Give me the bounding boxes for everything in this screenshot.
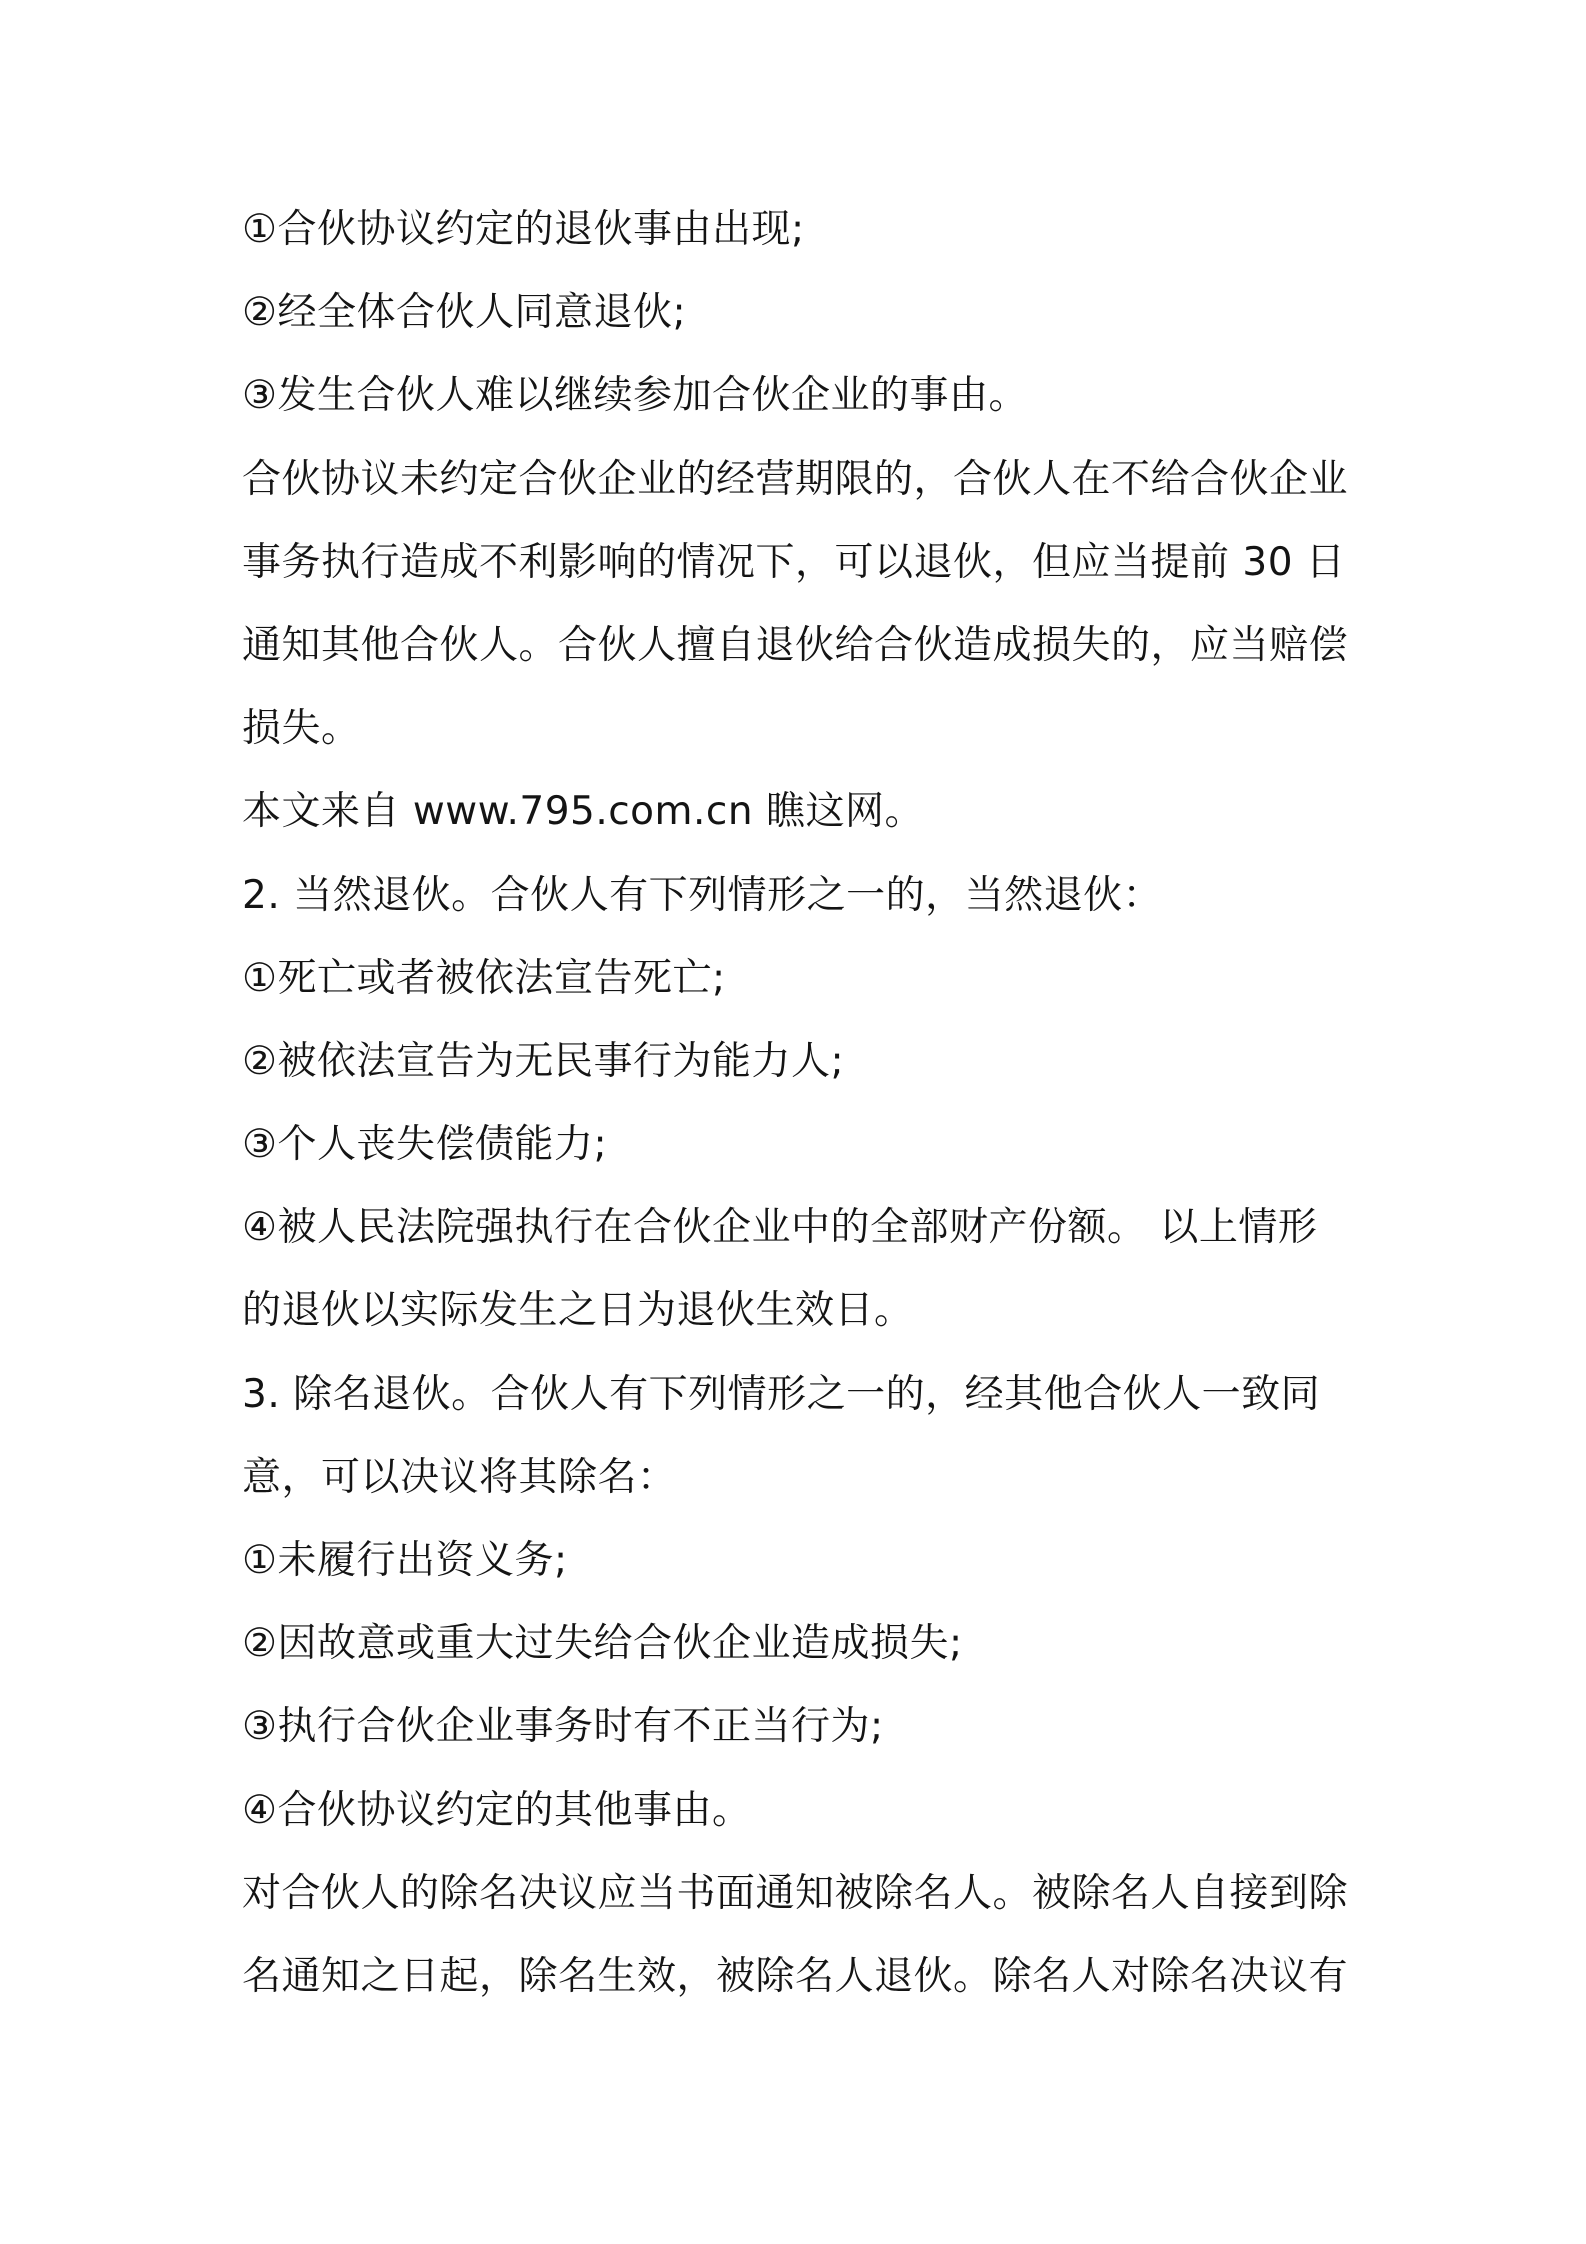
text-line-4: 合伙协议未约定合伙企业的经营期限的，合伙人在不给合伙企业 [242, 456, 1349, 502]
text-line-19: ③执行合伙企业事务时有不正当行为; [242, 1704, 884, 1750]
text-line-7: 损失。 [242, 706, 361, 752]
text-line-6: 通知其他合伙人。合伙人擅自退伙给合伙造成损失的，应当赔偿 [242, 622, 1349, 668]
text-line-10: ①死亡或者被依法宣告死亡; [242, 955, 726, 1001]
text-line-1: ①合伙协议约定的退伙事由出现; [242, 207, 805, 252]
text-line-5: 事务执行造成不利影响的情况下，可以退伙，但应当提前 30 日 [242, 539, 1346, 585]
text-line-11: ②被依法宣告为无民事行为能力人; [242, 1038, 845, 1084]
text-line-9: 2. 当然退伙。合伙人有下列情形之一的，当然退伙： [242, 872, 1163, 918]
text-line-3: ③发生合伙人难以继续参加合伙企业的事由。 [242, 373, 1028, 419]
document-body [242, 188, 1357, 2018]
text-line-16: 意，可以决议将其除名： [242, 1454, 677, 1500]
text-line-20: ④合伙协议约定的其他事由。 [242, 1787, 752, 1833]
text-line-8: 本文来自 www.795.com.cn 瞧这网。 [242, 789, 924, 835]
text-line-22: 名通知之日起，除名生效，被除名人退伙。除名人对除名决议有 [242, 1953, 1349, 1999]
text-line-18: ②因故意或重大过失给合伙企业造成损失; [242, 1621, 963, 1667]
text-line-12: ③个人丧失偿债能力; [242, 1122, 608, 1168]
text-line-2: ②经全体合伙人同意退伙; [242, 290, 687, 336]
text-line-14: 的退伙以实际发生之日为退伙生效日。 [242, 1288, 914, 1334]
text-line-17: ①未履行出资义务; [242, 1538, 568, 1583]
text-line-15: 3. 除名退伙。合伙人有下列情形之一的，经其他合伙人一致同 [242, 1371, 1321, 1417]
text-line-21: 对合伙人的除名决议应当书面通知被除名人。被除名人自接到除 [242, 1870, 1349, 1916]
text-line-13: ④被人民法院强执行在合伙企业中的全部财产份额。 以上情形 [242, 1205, 1318, 1251]
